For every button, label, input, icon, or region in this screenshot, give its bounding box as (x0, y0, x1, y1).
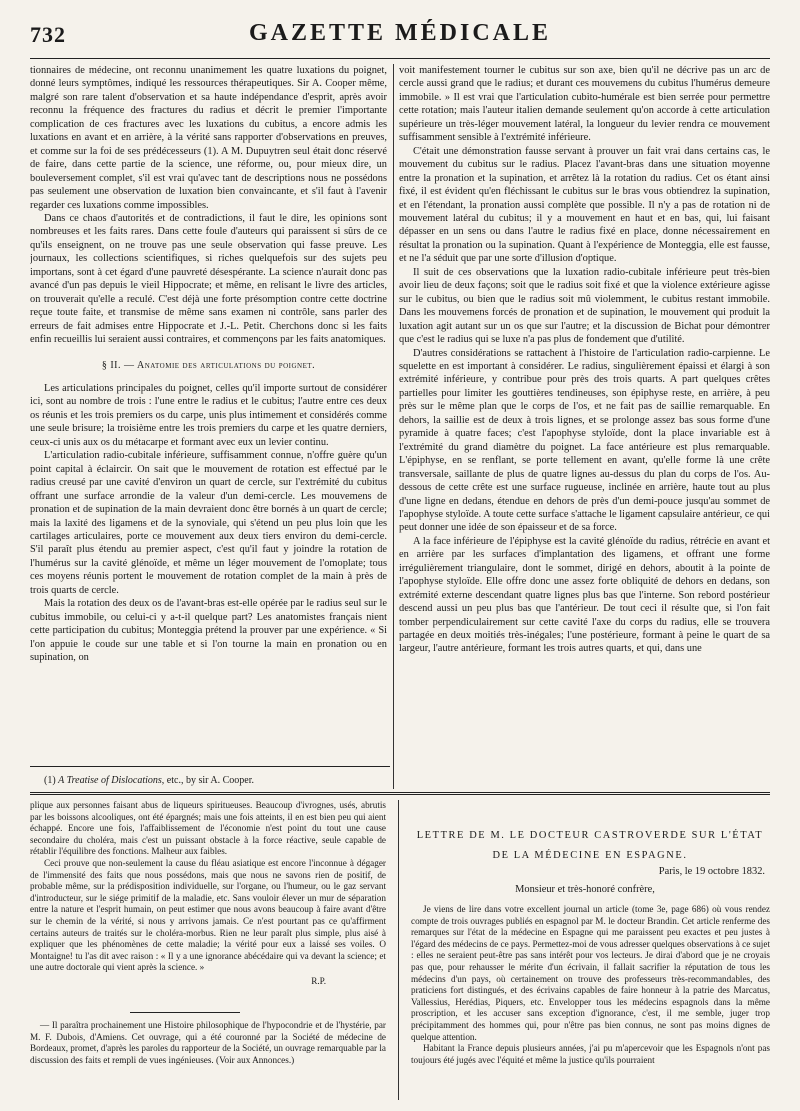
letter-title-line-2: DE LA MÉDECINE EN ESPAGNE. (492, 850, 688, 861)
section-separator-rule (30, 792, 770, 795)
paragraph: Les articulations principales du poignet, celles qu'il importe surtout de considérer ici, sont au nombre de trois : l'une entre le radius et le cubitus; l'autre entre ces deux os réunis et les trois premiers os du carpe, unis plus intimement et considérés comme une seule brisure; la troisième entre les trois premiers du carpe et les quatre derniers, ceux-ci unis aux os du métacarpe et formant avec eux un levier continu. (30, 382, 387, 448)
section-number: § II. — (101, 359, 135, 371)
paragraph: Il suit de ces observations que la luxation radio-cubitale inférieure peut très-bien avoir lieu de deux façons; soit que le radius soit fixé et que la violence extérieure agisse sur le cubitus, ou bien que le radius soit mû violemment, le cubitus restant immobile. Dans les mouvemens forcés de pronation et de supination, le mouvement qui produit la luxation agit autant sur un os que sur l'autre; et la discussion de Bichat pour démontrer que c'est le radius qui se luxe n'a pas plus de fondement que d'utilité. (399, 266, 770, 346)
paragraph: A la face inférieure de l'épiphyse est la cavité glénoïde du radius, rétrécie en avant et en arrière par les surfaces d'implantation des ligamens, et offrant une forme irrégulièrement triangulaire, dont le sommet, dirigé en dehors, aboutit à la pointe de l'apophyse styloïde. Elle offre donc une assez forte obliquité de dehors en dedans, son extrémité externe descendant quatre lignes plus bas que l'interne. Son rebord postérieur descend aussi un peu plus bas que l'antérieur. De tout ceci il résulte que, si l'on fait tomber perpendiculairement sur cette cavité l'axe du corps du radius, elle se trouvera partagée en deux moitiés très-inégales; l'une postérieure, formant à peine le quart de sa largeur, l'autre antérieure, formant les trois autres quarts, et qui, dans une (399, 535, 770, 655)
letter-body (411, 904, 770, 1104)
paragraph: plique aux personnes faisant abus de liqueurs spiritueuses. Beaucoup d'ivrognes, usés, abrutis par les boissons alcooliques, ont été épargnés; mais une fois atteints, il en est bien peu qui aient échappé. Encore une fois, l'affaiblissement de l'économie n'est point du tout une cause secondaire du choléra, mais c'est un puissant obstacle à la force réactive, seule capable de rétablir l'équilibre des fonctions. Malheur aux faibles. (30, 800, 386, 857)
letter-dateline: Paris, le 19 octobre 1832. (658, 866, 765, 877)
letter-title-line-1: LETTRE DE M. LE DOCTEUR CASTROVERDE SUR L'ÉTAT (416, 830, 764, 841)
signature: R.P. (311, 975, 326, 986)
announcement (30, 1020, 386, 1066)
page-number: 732 (30, 22, 66, 47)
letter-salutation: Monsieur et très-honoré confrère, (515, 884, 655, 895)
section-title (30, 359, 387, 372)
footnote-title: A Treatise of Dislocations (58, 775, 162, 786)
paragraph: Dans ce chaos d'autorités et de contradictions, il faut le dire, les opinions sont nombreuses et les faits rares. Dans cette foule d'auteurs qui paraissent si sûrs de ce qu'ils enseignent, on ne trouve pas une seule observation qui fasse preuve. Les journaux, les collections scientifiques, si riches quelquefois sur des sujets peu importans, sont à cet égard d'une pauvreté désespérante. La science n'aurait donc pas avancé d'un pas depuis le vieil Hippocrate; et même, en relisant le livre des articles, on trouverait qu'elle a reculé. C'est déjà une forte présomption contre cette doctrine reçue toute faite, et transmise de même sans examen ni contrôle, sans parler des erreurs de fait admises entre Hippocrate et J.-L. Petit. Cherchons donc si les faits enfin recueillis lui seraient aussi contraires, et commençons par les faits anatomiques. (30, 212, 387, 346)
letter-title (410, 826, 770, 866)
paragraph: tionnaires de médecine, ont reconnu unanimement les quatre luxations du poignet, donné leurs symptômes, indiqué les ressources thérapeutiques. Sir A. Cooper même, malgré son rare talent d'observation et sa haute indépendance d'esprit, après avoir reconnu la fréquence des fractures du radius et décrit le premier l'importante complication de ces fractures avec les luxations du cubitus, a encore admis les luxations en avant et en arrière, à la vérité sans rapporter d'observations en preuves, et comme sur la foi de ses prédécesseurs (1). A M. Dupuytren seul était donc réservé de faire, dans cette partie de la science, une réforme, ou, pour mieux dire, un bouleversement complet, s'il est vrai qu'avec tant de descriptions nous ne possédons pas seulement une observation de luxation bien convaincante, et s'il faut à l'avenir regarder ces luxations comme impossibles. (30, 65, 387, 211)
paragraph: Ceci prouve que non-seulement la cause du fléau asiatique est encore l'inconnue à dégager de l'immensité des faits que nous possédons, mais que nous ne savons rien de positif, de probable même, sur la prédisposition individuelle, sur l'organe, ou l'humeur, ou le gaz servant d'introducteur, sur le siége primitif de la maladie, etc. Sans vouloir élever un mur de séparation entre la nature et l'esprit humain, on peut estimer que nous avons beaucoup à faire avant d'être sur le chemin de la vérité, si nous y arrivons jamais. Ce n'est pourtant pas ce qu'affirment certains auteurs de traités sur le choléra-morbus. Rien ne leur paraît plus simple, plus aisé à expliquer que les phénomènes de cette maladie; la vérité pour eux a laissé ses voiles. O Montaigne! tu l'as dit avec raison : « Il y a une ignorance abécédaire qui va devant la science; et une autre doctorale qui vient après la science. » (30, 857, 386, 973)
article-column-left (30, 64, 387, 760)
paragraph: Je viens de lire dans votre excellent journal un article (tome 3e, page 686) où vous rendez compte de trois ouvrages publiés en espagnol par M. le docteur Brandin. Cet article renferme des remarques sur l'état de la médecine en Espagne qui me paraissent peu exactes et peu justes à l'égard des médecins de ce pays. Permettez-moi de vous adresser quelques observations à ce sujet : elles ne seraient peut-être pas sans intérêt pour vos lecteurs. Je dirai d'abord que je ne croyais pas que, pour rehausser le mérite d'un écrivain, il fallait sacrifier la réputation de tous les médecins d'un pays, où certainement on trouve des professeurs très-recommandables, des praticiens fort distingués, et des écrivains capables de faire honneur à la patrie des Marcatus, Vallessius, Herédias, Piquers, etc. Envelopper tous les médecins espagnols dans la même proscription, et les accuser sans exception d'ignorance, c'est, il me semble, juger trop précipitamment des hommes qui, pour n'être pas bien connus, ne sont pas moins dignes de quelque attention. (411, 904, 770, 1042)
article-column-right (399, 64, 770, 789)
paragraph: Habitant la France depuis plusieurs années, j'ai pu m'apercevoir que les Espagnols n'ont pas toujours été jugés avec l'équité et même la justice qu'ils pourraient (411, 1043, 770, 1065)
header-rule (30, 58, 770, 59)
announcement-text: — Il paraîtra prochainement une Histoire philosophique de l'hypocondrie et de l'hystérie, par M. F. Dubois, d'Amiens. Cet ouvrage, qui a été couronné par la Société de médecine de Bordeaux, promet, d'après les paroles du rapporteur de la Société, un ouvrage remarquable par la discussion des faits et rempli de vues ingénieuses. (Voir aux Annonces.) (30, 1020, 387, 1065)
column-divider-top (393, 64, 394, 789)
footnote-text: , etc., by sir A. Cooper. (161, 775, 255, 786)
paragraph: voit manifestement tourner le cubitus sur son axe, bien qu'il ne décrive pas un arc de cercle aussi grand que le radius; et durant ces mouvemens du cubitus l'humérus demeure immobile. » Il est vrai que l'articulation cubito-humérale est bien serrée pour permettre cette rotation; mais l'auteur italien demande seulement qu'on accorde à cette articulation supérieure un très-léger mouvement latéral, la longueur du levier rendra ce mouvement suffisamment sensible à l'extrémité inférieure. (399, 65, 770, 144)
footnote (44, 775, 384, 786)
paragraph: D'autres considérations se rattachent à l'histoire de l'articulation radio-carpienne. Le squelette en est important à considérer. Le radius, singulièrement épaissi et élargi à son extrémité inférieure, y contribue pour près des trois quarts. A part quelques crêtes partielles pour limiter les gouttières tendineuses, son épiphyse reste, en arrière, à peu près sur le même plan que le corps de l'os, et ne fait pas de saillie remarquable. En dehors, la saillie est de deux à trois lignes, et se prolonge assez bas sous forme d'une pyramide à quatre faces; c'est l'apophyse styloïde, dont la place invariable est à l'extrémité du grand diamètre du poignet. La face antérieure est plus remarquable. L'épiphyse, en se renflant, se porte tellement en avant, qu'elle forme là une crête transversale, saillante de plus de quatre lignes au-dessus du plan du corps de l'os. Au-dessous de cette crête est une surface rugueuse, inclinée en arrière, haute tout au plus d'une ligne en dedans, étendue en dehors de près d'un demi-pouce jusqu'au sommet de l'apophyse styloïde. A toute cette surface s'attache le ligament capsulaire antérieur, ce qui peut donner une idée de son épaisseur et de sa force. (399, 347, 770, 534)
paragraph: Mais la rotation des deux os de l'avant-bras est-elle opérée par le radius seul sur le cubitus immobile, ou celui-ci y a-t-il quelque part? Les anatomistes français nient cette participation du cubitus; Monteggia prétend la prouver par une expérience. « Si l'on appuie le coude sur une table et si l'on tourne la main en pronation ou en supination, on (30, 598, 387, 664)
short-rule (130, 1012, 240, 1013)
page-header (30, 18, 770, 54)
journal-title: GAZETTE MÉDICALE (248, 20, 552, 46)
section-title-text: Anatomie des articulations du poignet. (136, 359, 316, 371)
footnote-rule (30, 766, 390, 767)
cholera-note (30, 800, 386, 1045)
paragraph: L'articulation radio-cubitale inférieure, suffisamment connue, n'offre guère qu'un point capital à éclaircir. On sait que le mouvement de rotation est effectué par le radius creusé par une cavité d'environ un quart de cercle, sur l'extrémité du cubitus offrant une surface arrondie de la valeur d'un demi-cercle. Les mouvemens de pronation et de supination de la main devraient donc être bornés à un quart de cercle; mais la laxité des ligamens et de la synoviale, qui s'étend un peu plus loin que les cartilages articulaires, porte ce mouvement aux deux tiers environ du demi-cercle. S'il paraît plus étendu au premier aspect, c'est qu'il faut y joindre la rotation de l'humérus sur la cavité glénoïde, et même un léger mouvement de l'omoplate; tous ces moyens réunis portent le mouvement de rotation complet de la main à près de trois quarts de cercle. (30, 450, 387, 596)
column-divider-bottom (398, 800, 399, 1100)
paragraph: C'était une démonstration fausse servant à prouver un fait vrai dans certains cas, le mouvement du cubitus sur le radius. Placez l'avant-bras dans une situation moyenne entre la pronation et la supination, et arrêtez là la rotation du radius. Cet os étant ainsi fixé, il est évident qu'en fléchissant le cubitus sur le bras vous obtiendrez la supination, et en l'étendant, la pronation aussi complète que possible. Il n'y a pas de rotation ni de mouvement latéral du cubitus; il y a mouvement en haut et en bas, qui, lui faisant dépasser en un sens ou dans l'autre le radius fixé en place, donne nécessairement en résultat la pronation ou la supination. Quant à l'expérience de Monteggia, elle est fausse, et ne l'a séduit que par une sorte d'illusion d'optique. (399, 145, 770, 265)
footnote-marker: (1) (44, 775, 56, 786)
